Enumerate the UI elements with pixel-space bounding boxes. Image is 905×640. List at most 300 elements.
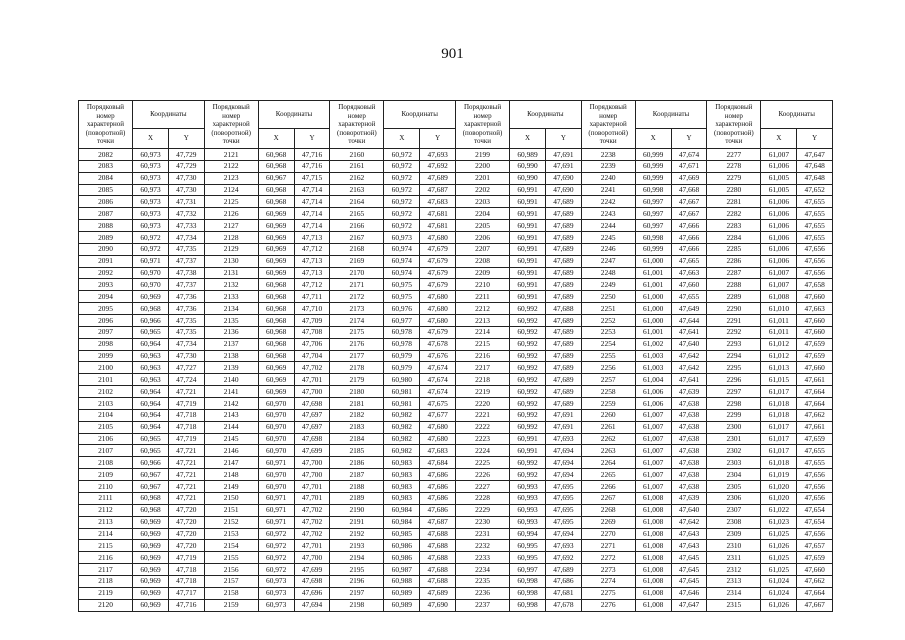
- coord-y: 47,695: [546, 504, 582, 516]
- point-number: 2119: [79, 587, 133, 599]
- point-number: 2293: [707, 338, 761, 350]
- point-number: 2202: [456, 184, 510, 196]
- coord-y: 47,713: [294, 255, 330, 267]
- coord-x: 60,968: [258, 326, 294, 338]
- point-number: 2127: [204, 220, 258, 232]
- coord-x: 60,982: [384, 433, 420, 445]
- coord-y: 47,642: [671, 350, 707, 362]
- coord-y: 47,639: [671, 386, 707, 398]
- coord-x: 61,006: [761, 220, 797, 232]
- coord-y: 47,715: [294, 172, 330, 184]
- coord-x: 60,991: [510, 196, 546, 208]
- coord-x: 60,972: [133, 243, 169, 255]
- coord-x: 61,003: [635, 362, 671, 374]
- coord-x: 60,968: [258, 291, 294, 303]
- coord-y: 47,736: [169, 291, 205, 303]
- table-row: [79, 564, 833, 576]
- coord-x: 61,007: [761, 267, 797, 279]
- coord-y: 47,696: [294, 587, 330, 599]
- coord-y: 47,716: [294, 149, 330, 161]
- coord-y: 47,701: [294, 540, 330, 552]
- coord-y: 47,689: [546, 255, 582, 267]
- point-number: 2230: [456, 516, 510, 528]
- point-number: 2086: [79, 196, 133, 208]
- coord-y: 47,645: [671, 552, 707, 564]
- coord-x: 61,011: [761, 315, 797, 327]
- coord-y: 47,689: [420, 587, 456, 599]
- table-row: [79, 208, 833, 220]
- coord-y: 47,676: [420, 350, 456, 362]
- coord-x: 61,015: [761, 374, 797, 386]
- point-number: 2219: [456, 386, 510, 398]
- coord-y: 47,702: [294, 504, 330, 516]
- coord-x: 60,998: [510, 587, 546, 599]
- point-number: 2269: [581, 516, 635, 528]
- coord-x: 61,008: [635, 564, 671, 576]
- table-row: [79, 220, 833, 232]
- coord-y: 47,641: [671, 326, 707, 338]
- coord-y: 47,720: [169, 540, 205, 552]
- coord-y: 47,689: [546, 398, 582, 410]
- coordinates-header: Координаты: [384, 101, 456, 129]
- coord-x: 60,971: [258, 492, 294, 504]
- coord-x: 61,025: [761, 552, 797, 564]
- coord-y: 47,657: [797, 540, 833, 552]
- coord-x: 61,017: [761, 445, 797, 457]
- coord-y: 47,688: [420, 564, 456, 576]
- coord-x: 60,989: [384, 587, 420, 599]
- coord-x: 61,019: [761, 469, 797, 481]
- point-number: 2200: [456, 160, 510, 172]
- point-number: 2287: [707, 267, 761, 279]
- point-number: 2159: [204, 599, 258, 611]
- coord-y: 47,690: [546, 172, 582, 184]
- point-number: 2128: [204, 232, 258, 244]
- point-number: 2087: [79, 208, 133, 220]
- point-number: 2220: [456, 398, 510, 410]
- point-number: 2141: [204, 386, 258, 398]
- coord-x: 60,972: [384, 172, 420, 184]
- coord-y: 47,654: [797, 504, 833, 516]
- coord-y: 47,689: [546, 232, 582, 244]
- point-number-header: Порядковый номер характерной (поворотной) точки: [330, 101, 384, 149]
- coord-x: 60,991: [510, 220, 546, 232]
- coord-x: 61,008: [761, 291, 797, 303]
- coord-y: 47,656: [797, 255, 833, 267]
- coord-y: 47,687: [420, 184, 456, 196]
- table-row: [79, 504, 833, 516]
- coord-x: 60,965: [133, 433, 169, 445]
- coord-y: 47,702: [294, 516, 330, 528]
- header-row: [79, 101, 833, 129]
- point-number: 2153: [204, 528, 258, 540]
- coord-x: 61,018: [761, 398, 797, 410]
- point-number: 2158: [204, 587, 258, 599]
- point-number: 2196: [330, 575, 384, 587]
- coord-x: 60,972: [384, 160, 420, 172]
- coord-x: 60,992: [510, 421, 546, 433]
- coord-y: 47,688: [546, 303, 582, 315]
- coord-x: 60,973: [133, 196, 169, 208]
- point-number: 2275: [581, 587, 635, 599]
- y-header: Y: [169, 129, 205, 149]
- point-number: 2235: [456, 575, 510, 587]
- point-number: 2245: [581, 232, 635, 244]
- coord-x: 60,991: [510, 184, 546, 196]
- coord-x: 60,970: [258, 469, 294, 481]
- y-header: Y: [420, 129, 456, 149]
- point-number: 2257: [581, 374, 635, 386]
- coord-y: 47,729: [169, 149, 205, 161]
- coord-x: 60,972: [384, 149, 420, 161]
- point-number: 2274: [581, 575, 635, 587]
- coord-x: 61,007: [761, 149, 797, 161]
- point-number: 2188: [330, 481, 384, 493]
- coord-x: 60,975: [384, 279, 420, 291]
- coord-y: 47,689: [546, 350, 582, 362]
- coord-y: 47,671: [671, 160, 707, 172]
- coord-y: 47,638: [671, 445, 707, 457]
- point-number: 2223: [456, 433, 510, 445]
- point-number: 2279: [707, 172, 761, 184]
- point-number: 2185: [330, 445, 384, 457]
- coord-x: 61,023: [761, 516, 797, 528]
- point-number: 2266: [581, 481, 635, 493]
- table-row: [79, 587, 833, 599]
- point-number: 2103: [79, 398, 133, 410]
- point-number: 2171: [330, 279, 384, 291]
- point-number: 2267: [581, 492, 635, 504]
- coord-y: 47,734: [169, 338, 205, 350]
- coord-y: 47,656: [797, 267, 833, 279]
- coord-y: 47,660: [797, 291, 833, 303]
- table-row: [79, 291, 833, 303]
- point-number: 2142: [204, 398, 258, 410]
- coord-y: 47,667: [671, 196, 707, 208]
- coord-x: 60,970: [133, 267, 169, 279]
- point-number: 2182: [330, 409, 384, 421]
- coord-x: 60,990: [510, 160, 546, 172]
- coord-x: 61,010: [761, 303, 797, 315]
- coord-x: 60,998: [510, 599, 546, 611]
- point-number: 2271: [581, 540, 635, 552]
- coord-x: 61,004: [635, 374, 671, 386]
- point-number: 2192: [330, 528, 384, 540]
- coord-y: 47,714: [294, 220, 330, 232]
- point-number: 2150: [204, 492, 258, 504]
- coord-y: 47,731: [169, 196, 205, 208]
- coord-x: 60,985: [384, 528, 420, 540]
- coord-y: 47,689: [546, 362, 582, 374]
- x-header: X: [635, 129, 671, 149]
- coord-y: 47,697: [294, 421, 330, 433]
- coord-x: 61,008: [635, 528, 671, 540]
- coord-x: 61,003: [635, 350, 671, 362]
- coord-y: 47,648: [797, 172, 833, 184]
- coord-y: 47,678: [420, 338, 456, 350]
- point-number: 2172: [330, 291, 384, 303]
- point-number: 2300: [707, 421, 761, 433]
- table-row: [79, 279, 833, 291]
- coord-x: 60,991: [510, 267, 546, 279]
- point-number: 2168: [330, 243, 384, 255]
- coord-x: 61,005: [761, 184, 797, 196]
- point-number: 2125: [204, 196, 258, 208]
- coord-x: 61,001: [635, 279, 671, 291]
- coord-x: 61,000: [635, 291, 671, 303]
- table-row: [79, 338, 833, 350]
- coord-x: 60,987: [384, 564, 420, 576]
- table-row: [79, 575, 833, 587]
- coord-x: 60,969: [133, 528, 169, 540]
- coord-y: 47,689: [546, 291, 582, 303]
- coord-x: 60,975: [384, 291, 420, 303]
- coord-y: 47,681: [420, 208, 456, 220]
- point-number: 2281: [707, 196, 761, 208]
- coord-x: 60,964: [133, 386, 169, 398]
- coord-y: 47,679: [420, 255, 456, 267]
- coord-y: 47,691: [546, 160, 582, 172]
- point-number: 2113: [79, 516, 133, 528]
- coord-x: 61,007: [635, 481, 671, 493]
- coord-x: 61,008: [635, 516, 671, 528]
- coord-y: 47,720: [169, 516, 205, 528]
- point-number: 2152: [204, 516, 258, 528]
- coord-y: 47,655: [797, 196, 833, 208]
- coord-y: 47,663: [671, 267, 707, 279]
- coord-y: 47,658: [797, 279, 833, 291]
- coord-x: 60,991: [510, 255, 546, 267]
- coord-y: 47,663: [797, 303, 833, 315]
- point-number: 2101: [79, 374, 133, 386]
- coord-x: 60,981: [384, 386, 420, 398]
- coord-x: 61,018: [761, 409, 797, 421]
- point-number: 2108: [79, 457, 133, 469]
- point-number: 2096: [79, 315, 133, 327]
- coord-x: 60,972: [258, 552, 294, 564]
- coord-y: 47,689: [546, 196, 582, 208]
- point-number: 2120: [79, 599, 133, 611]
- coord-y: 47,695: [546, 481, 582, 493]
- coord-x: 60,969: [133, 291, 169, 303]
- point-number: 2166: [330, 220, 384, 232]
- point-number: 2244: [581, 220, 635, 232]
- coord-y: 47,702: [294, 528, 330, 540]
- point-number: 2309: [707, 528, 761, 540]
- coord-x: 60,968: [258, 279, 294, 291]
- coord-y: 47,698: [294, 398, 330, 410]
- coord-x: 60,973: [258, 587, 294, 599]
- table-row: [79, 421, 833, 433]
- coord-y: 47,679: [420, 279, 456, 291]
- point-number: 2203: [456, 196, 510, 208]
- coord-x: 60,989: [384, 599, 420, 611]
- point-number: 2198: [330, 599, 384, 611]
- coord-x: 60,973: [133, 160, 169, 172]
- coord-y: 47,691: [546, 421, 582, 433]
- table-row: [79, 326, 833, 338]
- point-number: 2190: [330, 504, 384, 516]
- point-number: 2193: [330, 540, 384, 552]
- coord-x: 60,974: [384, 243, 420, 255]
- coord-x: 60,972: [133, 232, 169, 244]
- coord-x: 61,026: [761, 599, 797, 611]
- table-row: [79, 315, 833, 327]
- point-number: 2256: [581, 362, 635, 374]
- coord-x: 60,971: [258, 504, 294, 516]
- point-number: 2261: [581, 421, 635, 433]
- coord-y: 47,655: [797, 232, 833, 244]
- coord-y: 47,680: [420, 433, 456, 445]
- coord-x: 60,991: [510, 232, 546, 244]
- coord-x: 60,971: [258, 457, 294, 469]
- coord-y: 47,730: [169, 172, 205, 184]
- coord-y: 47,720: [169, 504, 205, 516]
- table-row: [79, 528, 833, 540]
- coord-y: 47,721: [169, 492, 205, 504]
- coord-x: 61,012: [761, 350, 797, 362]
- coord-y: 47,737: [169, 255, 205, 267]
- coord-y: 47,660: [797, 315, 833, 327]
- coord-y: 47,712: [294, 279, 330, 291]
- coord-y: 47,667: [797, 599, 833, 611]
- coord-x: 60,969: [258, 362, 294, 374]
- coord-x: 60,992: [510, 457, 546, 469]
- coord-x: 61,013: [761, 362, 797, 374]
- coord-y: 47,700: [294, 552, 330, 564]
- coord-y: 47,660: [797, 362, 833, 374]
- point-number: 2310: [707, 540, 761, 552]
- coord-x: 60,973: [258, 575, 294, 587]
- coord-y: 47,690: [420, 599, 456, 611]
- point-number: 2277: [707, 149, 761, 161]
- coord-x: 60,997: [635, 208, 671, 220]
- coord-y: 47,686: [420, 481, 456, 493]
- coord-x: 61,000: [635, 255, 671, 267]
- point-number: 2155: [204, 552, 258, 564]
- coord-y: 47,734: [169, 232, 205, 244]
- point-number: 2102: [79, 386, 133, 398]
- coord-y: 47,638: [671, 433, 707, 445]
- point-number: 2092: [79, 267, 133, 279]
- coord-y: 47,664: [797, 398, 833, 410]
- coord-x: 60,968: [258, 315, 294, 327]
- point-number: 2208: [456, 255, 510, 267]
- point-number: 2260: [581, 409, 635, 421]
- point-number: 2181: [330, 398, 384, 410]
- coord-x: 61,011: [761, 326, 797, 338]
- table-row: [79, 172, 833, 184]
- table-row: [79, 350, 833, 362]
- coord-y: 47,712: [294, 243, 330, 255]
- coord-y: 47,655: [797, 220, 833, 232]
- coord-x: 60,992: [510, 315, 546, 327]
- coord-y: 47,709: [294, 315, 330, 327]
- coord-y: 47,679: [420, 326, 456, 338]
- point-number: 2218: [456, 374, 510, 386]
- point-number: 2262: [581, 433, 635, 445]
- point-number: 2248: [581, 267, 635, 279]
- table-row: [79, 409, 833, 421]
- point-number: 2135: [204, 315, 258, 327]
- point-number: 2209: [456, 267, 510, 279]
- point-number: 2178: [330, 362, 384, 374]
- point-number: 2289: [707, 291, 761, 303]
- coord-y: 47,701: [294, 374, 330, 386]
- coord-x: 60,971: [133, 255, 169, 267]
- coord-y: 47,665: [671, 255, 707, 267]
- coord-y: 47,645: [671, 564, 707, 576]
- coord-y: 47,680: [420, 421, 456, 433]
- y-header: Y: [671, 129, 707, 149]
- point-number: 2167: [330, 232, 384, 244]
- point-number: 2085: [79, 184, 133, 196]
- coord-y: 47,687: [420, 516, 456, 528]
- point-number: 2314: [707, 587, 761, 599]
- coord-y: 47,694: [546, 445, 582, 457]
- point-number: 2094: [79, 291, 133, 303]
- coord-x: 60,968: [258, 303, 294, 315]
- coord-x: 61,006: [761, 243, 797, 255]
- point-number: 2288: [707, 279, 761, 291]
- point-number: 2131: [204, 267, 258, 279]
- coord-x: 60,992: [510, 362, 546, 374]
- point-number: 2170: [330, 267, 384, 279]
- point-number: 2249: [581, 279, 635, 291]
- point-number: 2093: [79, 279, 133, 291]
- coord-x: 61,007: [635, 469, 671, 481]
- coord-x: 61,026: [761, 540, 797, 552]
- point-number: 2291: [707, 315, 761, 327]
- point-number: 2162: [330, 172, 384, 184]
- point-number: 2246: [581, 243, 635, 255]
- coord-x: 60,972: [258, 540, 294, 552]
- table-row: [79, 160, 833, 172]
- coord-y: 47,661: [797, 421, 833, 433]
- coord-x: 60,978: [384, 338, 420, 350]
- x-header: X: [258, 129, 294, 149]
- point-number: 2259: [581, 398, 635, 410]
- coord-y: 47,638: [671, 421, 707, 433]
- coord-y: 47,689: [420, 172, 456, 184]
- coord-x: 61,000: [635, 315, 671, 327]
- point-number: 2312: [707, 564, 761, 576]
- coord-y: 47,667: [671, 208, 707, 220]
- point-number: 2251: [581, 303, 635, 315]
- point-number: 2313: [707, 575, 761, 587]
- coord-y: 47,718: [169, 409, 205, 421]
- coord-y: 47,721: [169, 445, 205, 457]
- coord-x: 60,998: [635, 232, 671, 244]
- coord-x: 61,007: [635, 421, 671, 433]
- coord-x: 60,969: [133, 564, 169, 576]
- table-row: [79, 196, 833, 208]
- point-number: 2205: [456, 220, 510, 232]
- point-number: 2232: [456, 540, 510, 552]
- coord-x: 60,990: [510, 172, 546, 184]
- point-number: 2126: [204, 208, 258, 220]
- coord-x: 60,964: [133, 398, 169, 410]
- table-header: [79, 101, 833, 149]
- coord-y: 47,716: [294, 160, 330, 172]
- coord-x: 61,020: [761, 492, 797, 504]
- coord-y: 47,664: [797, 386, 833, 398]
- coord-x: 60,992: [510, 469, 546, 481]
- point-number: 2238: [581, 149, 635, 161]
- coord-x: 60,963: [133, 350, 169, 362]
- coord-x: 60,963: [133, 362, 169, 374]
- point-number: 2240: [581, 172, 635, 184]
